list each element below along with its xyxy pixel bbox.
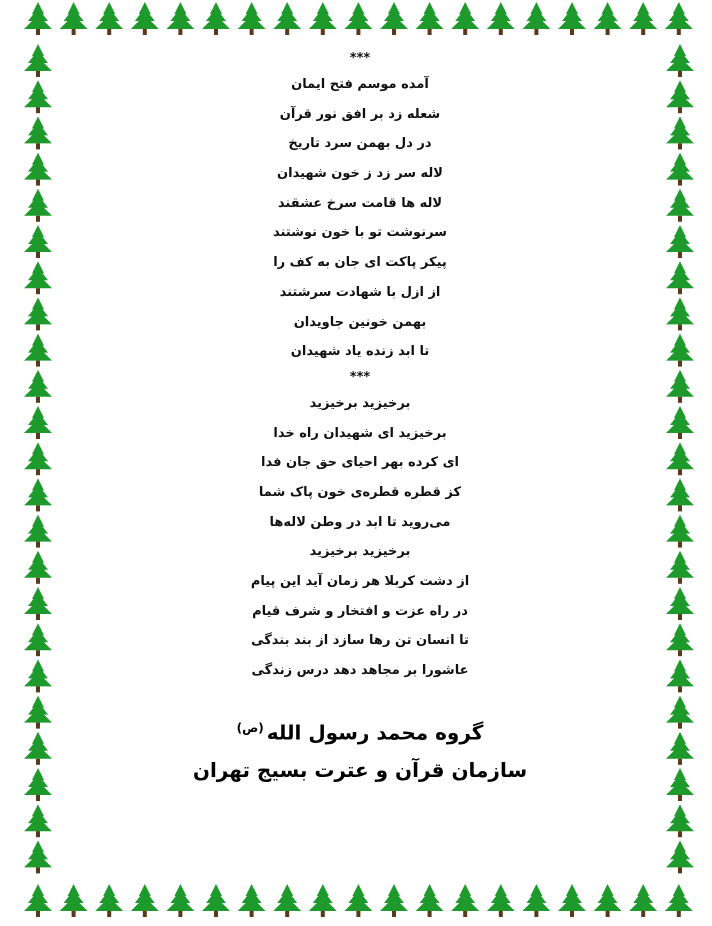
christmas-tree-icon [24, 515, 52, 548]
christmas-tree-icon [24, 768, 52, 801]
poem-line: لاله ها قامت سرخ عشقند [277, 195, 443, 211]
christmas-tree-icon [380, 884, 408, 917]
separator: *** [349, 369, 371, 385]
christmas-tree-icon [666, 44, 694, 77]
christmas-tree-icon [24, 44, 52, 77]
group-name [110, 708, 610, 748]
christmas-tree-icon [166, 884, 194, 917]
poem-line: سرنوشت تو با خون نوشتند [273, 225, 447, 241]
poem-line: در دل بهمن سرد تاریخ [288, 136, 432, 152]
christmas-tree-icon [238, 884, 266, 917]
christmas-tree-icon [666, 225, 694, 258]
poem-line: لاله سر زد ز خون شهیدان [277, 166, 443, 182]
christmas-tree-icon [666, 116, 694, 149]
christmas-tree-icon [666, 840, 694, 873]
christmas-tree-icon [24, 225, 52, 258]
christmas-tree-icon [95, 2, 123, 35]
poem-line: برخیزید برخیزید [309, 544, 411, 560]
poem-line: برخیزید برخیزید [309, 395, 411, 411]
christmas-tree-icon [24, 623, 52, 656]
poem-line: می‌روید تا ابد در وطن لاله‌ها [269, 514, 451, 530]
christmas-tree-icon [24, 659, 52, 692]
christmas-tree-icon [24, 478, 52, 511]
separator: *** [349, 51, 371, 66]
christmas-tree-icon [60, 884, 88, 917]
christmas-tree-icon [24, 804, 52, 837]
christmas-tree-icon [238, 2, 266, 35]
christmas-tree-icon [594, 2, 622, 35]
christmas-tree-icon [666, 587, 694, 620]
christmas-tree-icon [666, 334, 694, 367]
credits [110, 708, 610, 792]
christmas-tree-icon [24, 732, 52, 765]
christmas-tree-icon [309, 2, 337, 35]
christmas-tree-icon [202, 2, 230, 35]
christmas-tree-icon [95, 884, 123, 917]
christmas-tree-icon [666, 623, 694, 656]
christmas-tree-icon [522, 2, 550, 35]
poem-line: تا انسان تن رها سازد از بند بندگی [251, 633, 469, 649]
christmas-tree-icon [666, 768, 694, 801]
christmas-tree-icon [666, 551, 694, 584]
christmas-tree-icon [666, 732, 694, 765]
poem-line: از ازل با شهادت سرشتند [279, 284, 441, 300]
christmas-tree-icon [344, 2, 372, 35]
christmas-tree-icon [309, 884, 337, 917]
organization-name: سازمان قرآن و عترت بسیج تهران [192, 758, 528, 782]
christmas-tree-icon [24, 297, 52, 330]
christmas-tree-icon [487, 884, 515, 917]
christmas-tree-icon [24, 370, 52, 403]
poem-line: پیکر پاکت ای جان به کف را [273, 255, 447, 271]
christmas-tree-icon [629, 2, 657, 35]
poem-line: ای کرده بهر احیای حق جان فدا [261, 455, 459, 471]
christmas-tree-icon [24, 80, 52, 113]
christmas-tree-icon [24, 587, 52, 620]
christmas-tree-icon [24, 884, 52, 917]
christmas-tree-icon [24, 2, 52, 35]
christmas-tree-icon [666, 804, 694, 837]
christmas-tree-icon [451, 884, 479, 917]
poem-line: بهمن خونین جاویدان [293, 314, 427, 330]
christmas-tree-icon [594, 884, 622, 917]
christmas-tree-icon [24, 840, 52, 873]
christmas-tree-icon [666, 153, 694, 186]
christmas-tree-icon [60, 2, 88, 35]
christmas-tree-icon [666, 297, 694, 330]
poem [110, 48, 610, 686]
christmas-tree-icon [629, 884, 657, 917]
christmas-tree-icon [24, 116, 52, 149]
poem-line: برخیزید ای شهیدان راه خدا [273, 425, 447, 441]
christmas-tree-icon [666, 370, 694, 403]
christmas-tree-icon [24, 153, 52, 186]
christmas-tree-icon [24, 406, 52, 439]
christmas-tree-icon [273, 884, 301, 917]
christmas-tree-icon [131, 884, 159, 917]
christmas-tree-icon [666, 261, 694, 294]
christmas-tree-icon [522, 884, 550, 917]
christmas-tree-icon [665, 884, 693, 917]
poem-line: تا ابد زنده یاد شهیدان [290, 344, 430, 360]
poem-line: در راه عزت و افتخار و شرف قیام [252, 603, 468, 619]
christmas-tree-icon [24, 442, 52, 475]
christmas-tree-icon [416, 884, 444, 917]
christmas-tree-icon [558, 2, 586, 35]
christmas-tree-icon [202, 884, 230, 917]
christmas-tree-icon [666, 515, 694, 548]
christmas-tree-icon [344, 884, 372, 917]
christmas-tree-icon [665, 2, 693, 35]
poem-line: از دشت کربلا هر زمان آید این پیام [250, 574, 470, 589]
stanza-1 [110, 70, 610, 367]
christmas-tree-icon [558, 884, 586, 917]
christmas-tree-icon [666, 80, 694, 113]
christmas-tree-icon [24, 696, 52, 729]
christmas-tree-icon [666, 478, 694, 511]
christmas-tree-icon [24, 551, 52, 584]
christmas-tree-icon [24, 261, 52, 294]
christmas-tree-icon [273, 2, 301, 35]
christmas-tree-icon [666, 406, 694, 439]
christmas-tree-icon [487, 2, 515, 35]
christmas-tree-icon [380, 2, 408, 35]
christmas-tree-icon [24, 334, 52, 367]
stanza-2 [110, 389, 610, 686]
christmas-tree-icon [666, 696, 694, 729]
christmas-tree-icon [166, 2, 194, 35]
poem-line: عاشورا بر مجاهد دهد درس زندگی [251, 663, 469, 679]
honorific: (ص) [236, 721, 264, 735]
christmas-tree-icon [24, 189, 52, 222]
christmas-tree-icon [416, 2, 444, 35]
christmas-tree-icon [666, 659, 694, 692]
christmas-tree-icon [451, 2, 479, 35]
christmas-tree-icon [666, 189, 694, 222]
christmas-tree-icon [666, 442, 694, 475]
poem-line: آمده موسم فتح ایمان [291, 77, 429, 92]
poem-line: شعله زد بر افق نور قرآن [279, 106, 441, 122]
christmas-tree-icon [131, 2, 159, 35]
group-name-text: گروه محمد رسول الله [266, 720, 484, 745]
poem-line: کز قطره قطره‌ی خون پاک شما [258, 484, 462, 500]
